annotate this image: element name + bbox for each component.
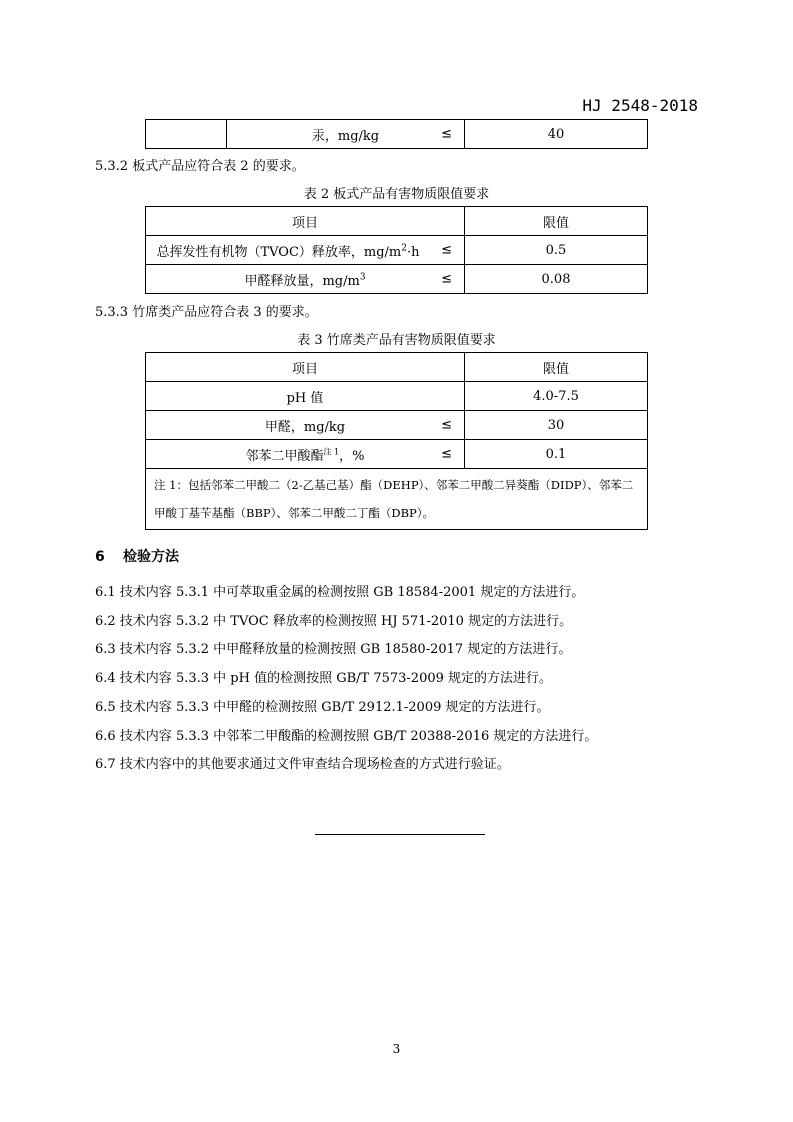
list-item: 6.5 技术内容 5.3.3 中甲醛的检测按照 GB/T 2912.1-2009 规定的方法进行。 [95,700,550,715]
paragraph-5-3-3: 5.3.3 竹席类产品应符合表 3 的要求。 [95,305,318,320]
table-cell-value: 0.1 [465,440,648,469]
less-equal-symbol: ≤ [441,242,452,258]
table-cell-value: 40 [465,120,648,149]
table3-caption: 表 3 竹席类产品有害物质限值要求 [297,333,496,348]
table-header-item: 项目 [146,353,465,382]
table-header-row [146,207,648,236]
table3 [145,352,648,530]
list-item: 6.7 技术内容中的其他要求通过文件审查结合现场检查的方式进行验证。 [95,757,510,772]
table-cell-value: 4.0-7.5 [465,382,648,411]
table-cell-value: 0.08 [465,265,648,294]
document-code: HJ 2548-2018 [582,96,698,115]
table-row [146,382,648,411]
table2-caption: 表 2 板式产品有害物质限值要求 [303,187,490,202]
paragraph-5-3-2: 5.3.2 板式产品应符合表 2 的要求。 [95,159,305,174]
table-row [146,411,648,440]
list-item: 6.6 技术内容 5.3.3 中邻苯二甲酸酯的检测按照 GB/T 20388-2016 规定的方法进行。 [95,729,598,744]
table-header-limit: 限值 [465,207,648,236]
end-line-divider [315,834,485,835]
less-equal-symbol: ≤ [441,446,452,462]
table-cell-item: pH 值 [146,382,465,411]
table-cell-item: 甲醛，mg/kg ≤ [146,411,465,440]
list-item: 6.3 技术内容 5.3.2 中甲醛释放量的检测按照 GB 18580-2017 规定的方法进行。 [95,642,572,657]
table1-tail [145,119,648,149]
table-cell-item: 甲醛释放量，$mg/m^3$ ≤ [146,265,465,294]
less-equal-symbol: ≤ [441,271,452,287]
table-row [146,265,648,294]
page-number: 3 [392,1042,401,1056]
table-note-row [146,469,648,530]
section-6-heading: 6 检验方法 [95,549,179,565]
table-cell-value: 30 [465,411,648,440]
less-equal-symbol: ≤ [441,126,452,142]
table-row [146,236,648,265]
table-header-item: 项目 [146,207,465,236]
table-cell-item: 邻苯二甲酸酯$^{注 1}$，% ≤ [146,440,465,469]
table2 [145,206,648,294]
table-cell-item: 汞，mg/kg ≤ [227,120,465,149]
table-cell-item: 总挥发性有机物（TVOC）释放率，$mg/m^2\cdot h$ ≤ [146,236,465,265]
list-item: 6.2 技术内容 5.3.2 中 TVOC 释放率的检测按照 HJ 571-2010 规定的方法进行。 [95,614,573,629]
table-cell-value: 0.5 [465,236,648,265]
table-note: 注 1：包括邻苯二甲酸二（2-乙基己基）酯（DEHP）、邻苯二甲酸二异葵酯（DIDP）、邻苯二甲酸丁基苄基酯（BBP）、邻苯二甲酸二丁酯（DBP）。 [146,469,648,530]
table-header-limit: 限值 [465,353,648,382]
table-header-row [146,353,648,382]
list-item: 6.4 技术内容 5.3.3 中 pH 值的检测按照 GB/T 7573-2009 规定的方法进行。 [95,671,553,686]
list-item: 6.1 技术内容 5.3.1 中可萃取重金属的检测按照 GB 18584-2001 规定的方法进行。 [95,585,585,600]
less-equal-symbol: ≤ [441,417,452,433]
table-row [146,120,648,149]
table-row [146,440,648,469]
